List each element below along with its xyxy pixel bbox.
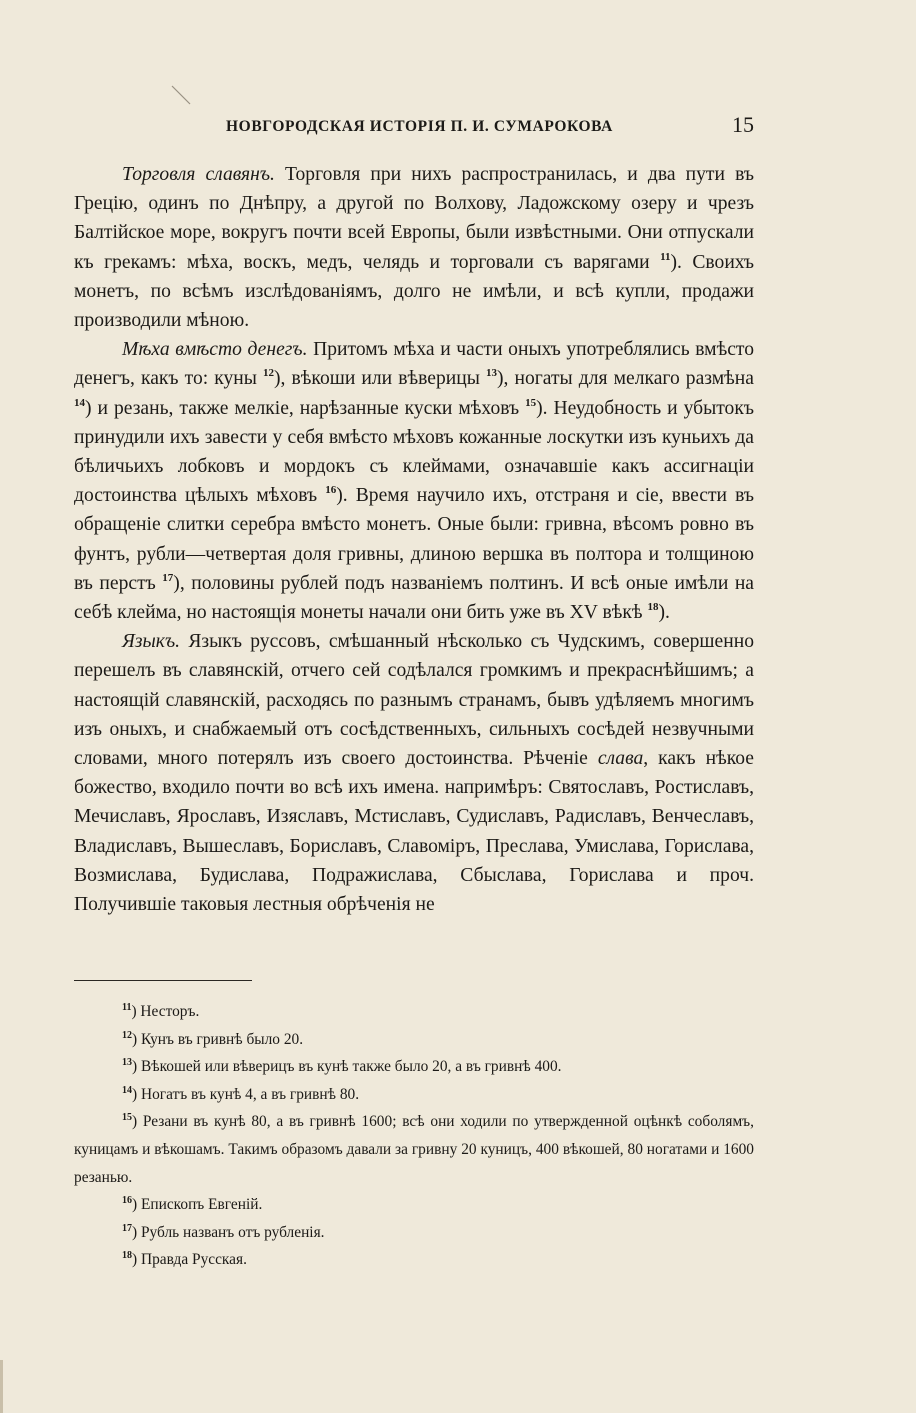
paragraph-language: [74, 627, 754, 919]
footnote-number: 14: [122, 1084, 132, 1096]
footnote-text: ) Несторъ.: [131, 1003, 200, 1020]
page-header: [74, 112, 754, 142]
footnote-number: 18: [122, 1250, 132, 1262]
footnote-text: ) Кунъ въ гривнѣ было 20.: [132, 1030, 304, 1048]
footnote-ref-15: 15: [525, 396, 537, 409]
footnote-17: [74, 1219, 754, 1247]
footnote-number: 15: [122, 1112, 132, 1124]
sidenote-furs: Мѣха вмѣсто денегъ.: [122, 339, 308, 361]
footnote-number: 12: [122, 1029, 132, 1041]
text-segment: ). Время научило ихъ, отстраня и сіе, ввести въ обращеніе слитки серебра вмѣсто монетъ. Оные были: гривна, вѣсомъ ровно въ фунтъ, рубли—четвертая доля гривны, длиною вершка въ полтора и толщиною въ перстъ: [74, 485, 754, 594]
paragraph-furs: [74, 335, 754, 627]
footnote-13: [74, 1053, 754, 1081]
text-segment: Торговля при нихъ распространилась, и два пути въ Грецію, одинъ по Днѣпру, а другой по Волхову, Ладожскому озеру и чрезъ Балтійское море, вокругъ почти всей Европы, были извѣстными. Они отпускали къ грекамъ: мѣха, воскъ, медъ, челядь и торговали съ варягами: [74, 164, 754, 273]
footnote-text: ) Вѣкошей или вѣверицъ въ кунѣ также было 20, а въ гривнѣ 400.: [132, 1058, 562, 1076]
footnote-18: [74, 1246, 754, 1274]
footnote-text: ) Ногатъ въ кунѣ 4, а въ гривнѣ 80.: [132, 1085, 360, 1103]
footnote-15: [74, 1108, 754, 1191]
footnote-text: ) Резани въ кунѣ 80, а въ гривнѣ 1600; всѣ они ходили по утвержденной оцѣнкѣ соболямъ, куницамъ и вѣкошамъ. Такимъ образомъ давали за гривну 20 куницъ, 400 вѣкошей, 80 ногатами и 1600 резанью.: [74, 1113, 754, 1186]
footnote-16: [74, 1191, 754, 1219]
footnote-text: ) Епископъ Евгеній.: [132, 1196, 263, 1214]
main-text: [74, 160, 754, 919]
footnote-text: ) Правда Русская.: [132, 1251, 247, 1269]
margin-tick-mark: [170, 84, 192, 106]
text-segment: ), половины рублей подъ названіемъ полтинъ. И всѣ оные имѣли на себѣ клейма, но настоящія монеты начали они бить уже въ XV вѣкѣ: [74, 572, 755, 624]
page-number: 15: [732, 112, 754, 137]
footnote-ref-12: 12: [263, 367, 275, 380]
text-segment: ). Своихъ монетъ, по всѣмъ изслѣдованіямъ, долго не имѣли, и всѣ купли, продажи производили мѣною.: [74, 251, 754, 332]
footnote-ref-16: 16: [325, 484, 337, 497]
footnote-12: [74, 1026, 754, 1054]
footnote-ref-17: 17: [162, 571, 174, 584]
footnote-number: 17: [122, 1222, 132, 1234]
text-segment: ).: [658, 602, 670, 624]
text-segment: ). Неудобность и убытокъ принудили ихъ завести у себя вмѣсто мѣховъ кожанные лоскутки изъ куньихъ да бѣличьихъ лобковъ и мордокъ съ клеймами, означавшіе какъ ассигнаціи достоинства цѣлыхъ мѣховъ: [74, 397, 754, 507]
footnote-number: 11: [122, 1002, 132, 1013]
sidenote-language: Языкъ.: [122, 631, 181, 653]
text-segment: ), ногаты для мелкаго размѣна: [496, 368, 754, 390]
footnote-divider: [74, 980, 252, 981]
text-segment: ) и резань, также мелкіе, нарѣзанные куски мѣховъ: [85, 397, 526, 419]
footnote-ref-11: 11: [660, 250, 671, 263]
footnote-ref-13: 13: [485, 367, 497, 380]
footnote-ref-18: 18: [647, 601, 659, 614]
footnote-11: [74, 998, 754, 1026]
running-title: НОВГОРОДСКАЯ ИСТОРІЯ П. И. СУМАРОКОВА: [226, 118, 613, 135]
text-segment: ), вѣкоши или вѣверицы: [274, 368, 486, 390]
footnote-ref-14: 14: [74, 396, 85, 409]
emphasized-word: слава: [597, 748, 644, 770]
footnote-number: 16: [122, 1195, 132, 1207]
footnote-number: 13: [122, 1057, 132, 1069]
footnote-text: ) Рубль названъ отъ рубленія.: [132, 1223, 325, 1241]
sidenote-trade: Торговля славянъ.: [122, 164, 275, 185]
text-segment: Языкъ руссовъ, смѣшанный нѣсколько съ Чудскимъ, совершенно перешелъ въ славянскій, отчего сей содѣлался громкимъ и прекраснѣйшимъ; а настоящій славянскій, расходясь по разнымъ странамъ, бывъ удѣляемъ многимъ изъ оныхъ, и снабжаемый отъ сосѣдственныхъ, сильныхъ сосѣдей незвучными словами, много потерялъ изъ своего достоинства. Рѣченіе: [74, 631, 754, 770]
text-segment: , какъ нѣкое божество, входило почти во всѣ ихъ имена. напримѣръ: Святославъ, Ростиславъ, Мечиславъ, Ярославъ, Изяславъ, Мстиславъ, Судиславъ, Радиславъ, Венчеславъ, Владиславъ, Вышеславъ, Бориславъ, Славоміръ, Преслава, Умислава, Горислава, Возмислава, Будислава, Подражислава, Сбыслава, Горислава и проч. Получившіе таковыя лестныя обрѣченія не: [74, 748, 755, 916]
text-segment: Притомъ мѣха и части оныхъ употреблялись вмѣсто денегъ, какъ то: куны: [74, 339, 755, 390]
footnote-14: [74, 1081, 754, 1109]
page-edge-mark: [0, 1360, 3, 1413]
paragraph-trade: [74, 160, 754, 335]
footnotes: [74, 998, 754, 1274]
